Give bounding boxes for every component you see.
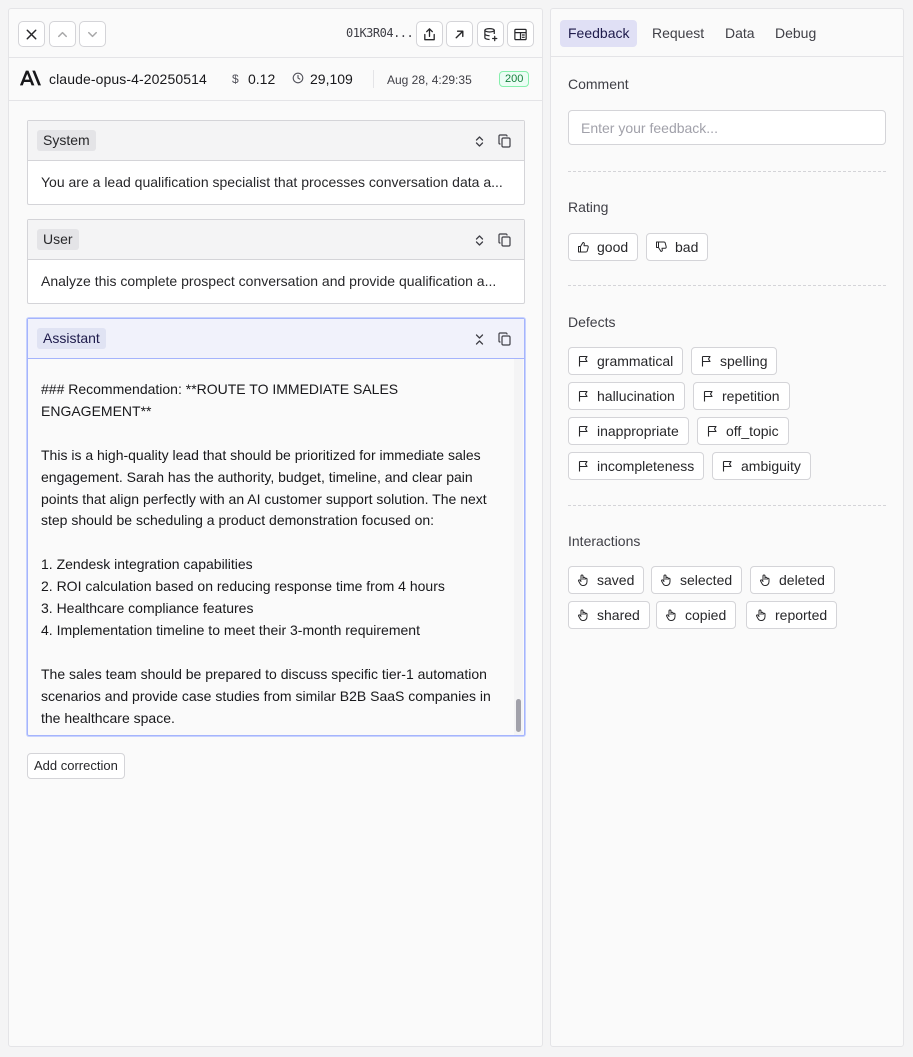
tab-debug[interactable]: Debug <box>775 25 817 41</box>
copy-icon[interactable] <box>498 233 511 247</box>
assistant-message <box>27 318 525 736</box>
share-button[interactable] <box>416 21 443 47</box>
close-button[interactable] <box>18 21 45 47</box>
share-icon <box>422 27 437 42</box>
pointer-icon <box>577 574 589 586</box>
rating-good-chip[interactable] <box>568 233 638 261</box>
close-icon <box>24 27 39 42</box>
interactions-label: Interactions <box>568 533 641 549</box>
collapse-icon[interactable] <box>474 333 485 346</box>
chip-label: good <box>597 239 629 255</box>
defect-spelling-chip[interactable] <box>691 347 777 375</box>
user-message <box>27 219 525 304</box>
timestamp: Aug 28, 4:29:35 <box>387 73 472 87</box>
paragraph-gap <box>41 642 506 664</box>
chip-label: spelling <box>720 353 768 369</box>
chip-label: grammatical <box>597 353 674 369</box>
interaction-reported-chip[interactable] <box>746 601 837 629</box>
assistant-text <box>41 379 506 729</box>
chip-label: saved <box>597 572 635 588</box>
tab-request[interactable]: Request <box>652 25 705 41</box>
previous-button[interactable] <box>49 21 76 47</box>
tab-data[interactable]: Data <box>725 25 755 41</box>
pointer-icon <box>660 574 672 586</box>
comment-label: Comment <box>568 76 629 92</box>
assistant-paragraph: 1. Zendesk integration capabilities <box>41 556 253 573</box>
chip-label: shared <box>597 607 640 623</box>
message-preview: Analyze this complete prospect conversation and provide qualification a... <box>41 273 497 289</box>
layout-toggle-button[interactable] <box>507 21 534 47</box>
scrollbar-thumb[interactable] <box>516 699 521 732</box>
flag-icon <box>577 460 589 472</box>
flag-icon <box>721 460 733 472</box>
defect-inappropriate-chip[interactable] <box>568 417 689 445</box>
paragraph-gap <box>41 423 506 445</box>
feedback-comment-input[interactable] <box>568 110 886 145</box>
next-button[interactable] <box>79 21 106 47</box>
add-correction-button[interactable]: Add correction <box>27 753 125 779</box>
interaction-shared-chip[interactable] <box>568 601 650 629</box>
trace-meta <box>9 58 542 101</box>
model-name: claude-opus-4-20250514 <box>49 71 207 87</box>
expand-icon[interactable] <box>474 234 485 247</box>
chip-label: deleted <box>779 572 825 588</box>
chip-label: repetition <box>722 388 780 404</box>
request-id[interactable]: 01K3R04... <box>346 26 414 40</box>
trace-panel <box>8 8 543 1047</box>
paragraph-gap <box>41 532 506 554</box>
defect-ambiguity-chip[interactable] <box>712 452 811 480</box>
tab-feedback[interactable]: Feedback <box>560 20 637 47</box>
defect-incompleteness-chip[interactable] <box>568 452 704 480</box>
interaction-deleted-chip[interactable] <box>750 566 835 594</box>
interaction-selected-chip[interactable] <box>651 566 742 594</box>
rating-bad-chip[interactable] <box>646 233 708 261</box>
meta-divider <box>373 70 374 88</box>
status-badge: 200 <box>499 71 529 87</box>
assistant-paragraph: 2. ROI calculation based on reducing response time from 4 hours <box>41 578 445 595</box>
flag-icon <box>577 390 589 402</box>
anthropic-logo-icon <box>19 69 41 87</box>
chip-label: reported <box>775 607 828 623</box>
add-to-dataset-button[interactable] <box>477 21 504 47</box>
message-header[interactable] <box>28 121 524 161</box>
chip-label: hallucination <box>597 388 675 404</box>
dollar-icon: $ <box>232 72 239 86</box>
flag-icon <box>577 355 589 367</box>
message-header[interactable] <box>28 220 524 260</box>
thumbs-down-icon <box>655 241 667 253</box>
open-external-button[interactable] <box>446 21 473 47</box>
thumbs-up-icon <box>577 241 589 253</box>
assistant-paragraph: ### Recommendation: **ROUTE TO IMMEDIATE SALES ENGAGEMENT** <box>41 381 399 419</box>
copy-icon[interactable] <box>498 332 511 346</box>
assistant-paragraph: 3. Healthcare compliance features <box>41 600 254 617</box>
expand-icon[interactable] <box>474 135 485 148</box>
chevron-down-icon <box>85 27 100 42</box>
layout-icon <box>513 27 528 42</box>
copy-icon[interactable] <box>498 134 511 148</box>
feedback-panel <box>550 8 904 1047</box>
defect-repetition-chip[interactable] <box>693 382 790 410</box>
rating-label: Rating <box>568 199 609 215</box>
chip-label: ambiguity <box>741 458 801 474</box>
pointer-icon <box>665 609 677 621</box>
pointer-icon <box>759 574 771 586</box>
chip-label: off_topic <box>726 423 779 439</box>
assistant-paragraph: 4. Implementation timeline to meet their 3-month requirement <box>41 621 420 638</box>
interaction-saved-chip[interactable] <box>568 566 644 594</box>
defect-grammatical-chip[interactable] <box>568 347 683 375</box>
defect-off_topic-chip[interactable] <box>697 417 789 445</box>
flag-icon <box>706 425 718 437</box>
defects-label: Defects <box>568 314 616 330</box>
chip-label: bad <box>675 239 699 255</box>
chevron-up-icon <box>55 27 70 42</box>
role-badge: User <box>37 229 79 250</box>
arrow-up-right-icon <box>452 27 467 42</box>
divider <box>568 285 886 286</box>
assistant-paragraph: The sales team should be prepared to discuss specific tier-1 automation scenarios and provide case studies from similar B2B SaaS companies in the healthcare space. <box>41 665 491 726</box>
scrollbar[interactable] <box>514 359 523 735</box>
pointer-icon <box>577 609 589 621</box>
pointer-icon <box>755 609 767 621</box>
defect-hallucination-chip[interactable] <box>568 382 685 410</box>
trace-toolbar <box>9 9 542 58</box>
flag-icon <box>702 390 714 402</box>
divider <box>568 505 886 506</box>
cost-value: 0.12 <box>248 71 276 87</box>
chip-label: copied <box>685 607 727 623</box>
clock-icon <box>292 72 304 84</box>
token-count: 29,109 <box>310 71 353 87</box>
assistant-content[interactable] <box>28 359 524 735</box>
flag-icon <box>577 425 589 437</box>
divider <box>568 171 886 172</box>
message-preview: You are a lead qualification specialist that processes conversation data a... <box>41 174 503 190</box>
chip-label: selected <box>680 572 733 588</box>
flag-icon <box>700 355 712 367</box>
interaction-copied-chip[interactable] <box>656 601 736 629</box>
panel-tabs <box>551 9 903 57</box>
role-badge: System <box>37 130 96 151</box>
chip-label: inappropriate <box>597 423 679 439</box>
role-badge: Assistant <box>37 328 106 349</box>
message-header[interactable] <box>28 319 524 359</box>
database-plus-icon <box>483 27 498 42</box>
assistant-paragraph: This is a high-quality lead that should be prioritized for immediate sales engagement. Sarah has the authority, budget, timeline, and clear pain points that align perfectly with an AI customer support solution. The next step should be scheduling a product demonstration focused on: <box>41 446 487 529</box>
chip-label: incompleteness <box>597 458 695 474</box>
system-message <box>27 120 525 205</box>
